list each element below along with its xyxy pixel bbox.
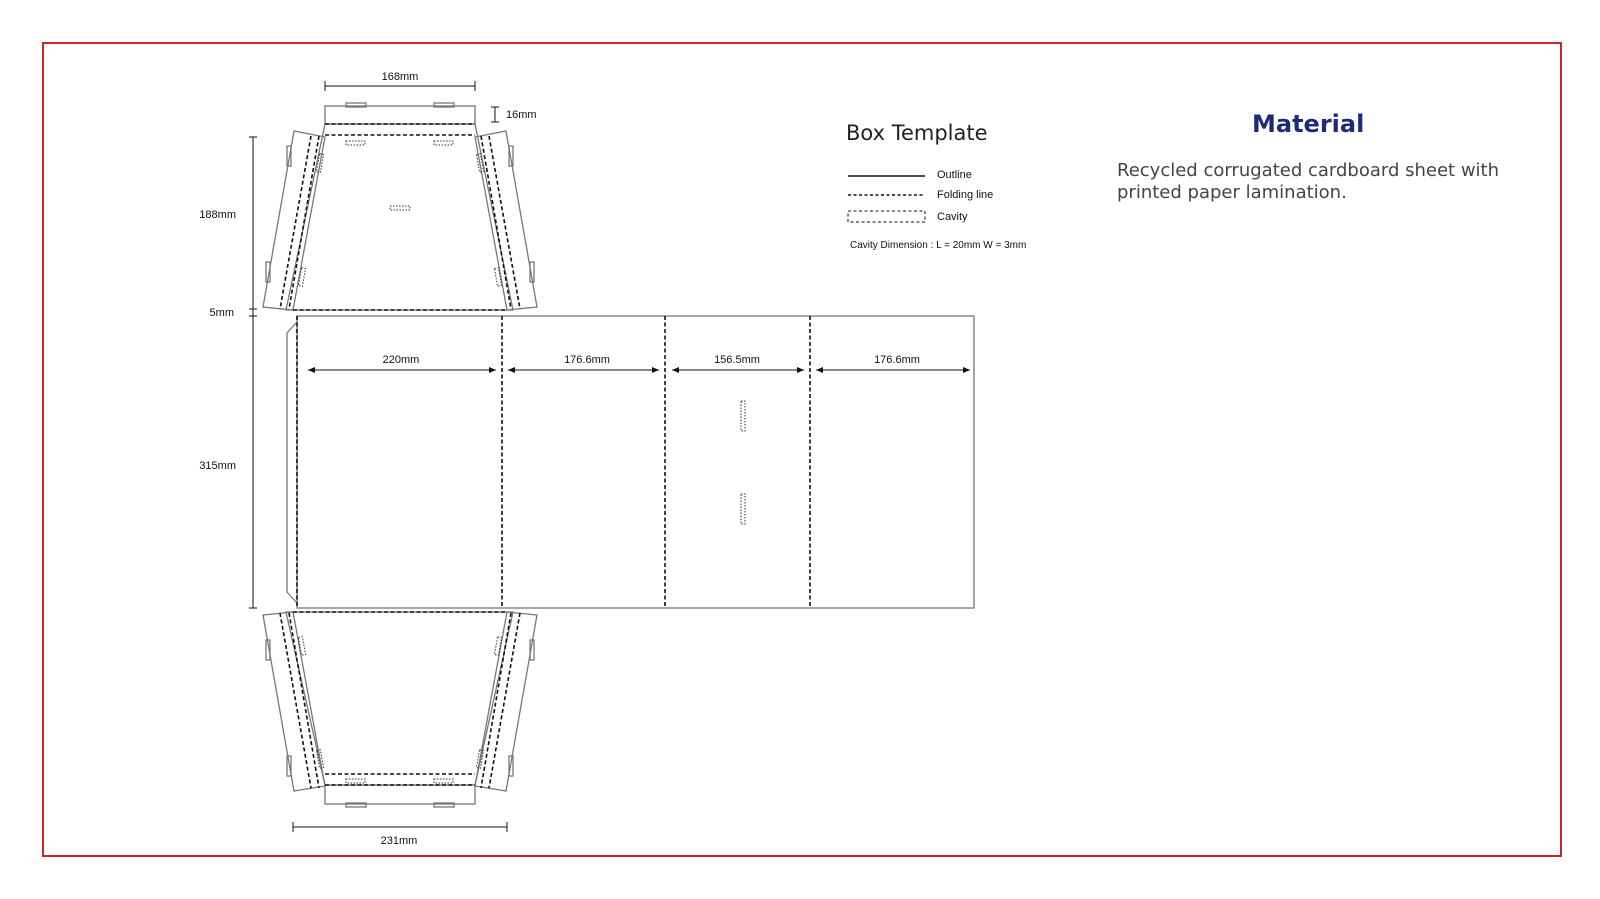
cavity-slot (741, 494, 745, 524)
dim-label-panel-4-width: 176.6mm (874, 354, 920, 366)
cavity-slot (434, 779, 453, 783)
top-lid-tab-notch (434, 103, 454, 107)
cavity-slot (741, 401, 745, 431)
top-lid-tab (325, 106, 475, 124)
legend-title: Box Template (846, 121, 988, 145)
dim-label-panel-height: 315mm (199, 460, 236, 472)
bottom-lid-tab-notch (434, 803, 454, 807)
bottom-lid-tab-notch (346, 803, 366, 807)
fold-line (280, 136, 311, 309)
dim-arrow (308, 367, 315, 373)
dim-label-panel-1-width: 220mm (382, 354, 420, 366)
dim-label-top-width: 168mm (381, 71, 419, 83)
legend-label-outline: Outline (937, 169, 972, 181)
dim-arrow (489, 367, 496, 373)
dim-label-panel-2-width: 176.6mm (564, 354, 610, 366)
dim-label-flap-height: 188mm (199, 209, 236, 221)
dim-label-panel-3-width: 156.5mm (714, 354, 760, 366)
dim-label-gap: 5mm (209, 307, 234, 319)
bottom-lid-tab (325, 785, 475, 804)
legend-label-folding-line: Folding line (937, 189, 994, 201)
dim-arrow (797, 367, 804, 373)
fold-line (481, 136, 511, 309)
fold-line (481, 613, 511, 788)
dim-arrow (963, 367, 970, 373)
top-lid (286, 124, 513, 310)
cavity-slot (390, 206, 410, 210)
glue-flap (287, 322, 297, 603)
dim-arrow (816, 367, 823, 373)
legend-label-cavity: Cavity (937, 211, 968, 223)
material-description: Recycled corrugated cardboard sheet with printed paper lamination. (1117, 160, 1500, 203)
fold-line (489, 136, 520, 309)
dim-arrow (508, 367, 515, 373)
dim-arrow (672, 367, 679, 373)
cavity-slot (494, 637, 501, 655)
cavity-dimension-note: Cavity Dimension : L = 20mm W = 3mm (850, 240, 1027, 251)
fold-line (289, 613, 319, 788)
cavity-slot (434, 141, 453, 145)
top-lid-tab-notch (346, 103, 366, 107)
legend-cavity-swatch (848, 211, 925, 222)
material-title: Material (1252, 110, 1365, 138)
fold-line (289, 136, 319, 309)
dim-label-tab-height: 16mm (506, 109, 537, 121)
dim-label-bottom-width: 231mm (380, 835, 418, 847)
cavity-slot (346, 779, 365, 783)
dim-arrow (652, 367, 659, 373)
cavity-slot (494, 268, 501, 286)
cavity-slot (346, 141, 365, 145)
